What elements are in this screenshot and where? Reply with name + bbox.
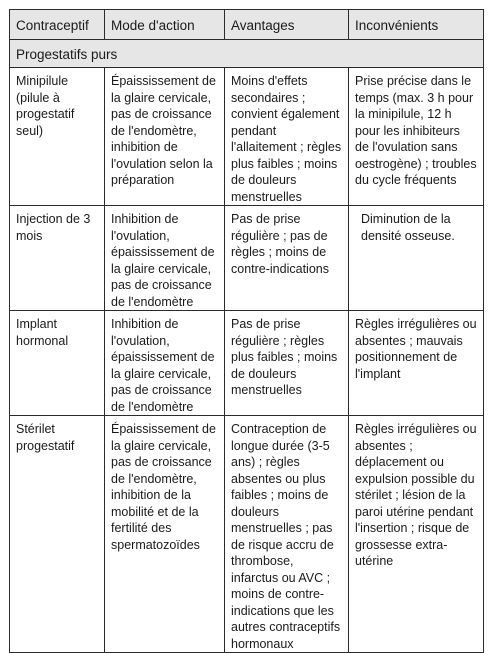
cell-avantages: Moins d'effets secondaires ; convient également pendant l'allaitement ; règles plus faibles ; moins de douleurs menstruelles xyxy=(225,68,349,206)
cell-inconvenients: Règles irrégulières ou absentes ; déplacement ou expulsion possible du stérilet ; lésion de la paroi utérine pendant l'insertion ; risque de grossesse extra-utérine xyxy=(349,416,484,653)
header-inconvenients: Inconvénients xyxy=(349,10,484,40)
cell-contraceptif: Stérilet progestatif xyxy=(10,416,105,653)
table-row xyxy=(10,68,484,206)
cell-avantages: Pas de prise régulière ; règles plus faibles ; moins de douleurs menstruelles xyxy=(225,311,349,416)
table-row xyxy=(10,311,484,416)
header-avantages: Avantages xyxy=(225,10,349,40)
cell-contraceptif: Injection de 3 mois xyxy=(10,206,105,311)
cell-inconvenients: Règles irrégulières ou absentes ; mauvais positionnement de l'implant xyxy=(349,311,484,416)
cell-inconvenients: Prise précise dans le temps (max. 3 h pour la minipilule, 12 h pour les inhibiteurs de l'ovulation sans oestrogène) ; troubles du cycle fréquents xyxy=(349,68,484,206)
table-row xyxy=(10,416,484,653)
cell-inconvenients: Diminution de la densité osseuse. xyxy=(349,206,484,311)
table-row xyxy=(10,206,484,311)
header-contraceptif: Contraceptif xyxy=(10,10,105,40)
cell-mode-action: Inhibition de l'ovulation, épaississement de la glaire cervicale, pas de croissance de l'endomètre xyxy=(105,311,225,416)
cell-mode-action: Épaississement de la glaire cervicale, pas de croissance de l'endomètre, inhibition de l'ovulation selon la préparation xyxy=(105,68,225,206)
cell-contraceptif: Implant hormonal xyxy=(10,311,105,416)
cell-mode-action: Inhibition de l'ovulation, épaississement de la glaire cervicale, pas de croissance de l'endomètre xyxy=(105,206,225,311)
contraceptive-table xyxy=(9,9,484,653)
section-row xyxy=(10,40,484,68)
cell-avantages: Pas de prise régulière ; pas de règles ; moins de contre-indications xyxy=(225,206,349,311)
cell-mode-action: Épaississement de la glaire cervicale, pas de croissance de l'endomètre, inhibition de la mobilité et de la fertilité des spermatozoïdes xyxy=(105,416,225,653)
header-mode-action: Mode d'action xyxy=(105,10,225,40)
cell-avantages: Contraception de longue durée (3-5 ans) ; règles absentes ou plus faibles ; moins de douleurs menstruelles ; pas de risque accru de thrombose, infarctus ou AVC ; moins de contre-indications que les autres contraceptifs hormonaux xyxy=(225,416,349,653)
cell-contraceptif: Minipilule (pilule à progestatif seul) xyxy=(10,68,105,206)
section-title: Progestatifs purs xyxy=(10,40,484,68)
header-row xyxy=(10,10,484,40)
